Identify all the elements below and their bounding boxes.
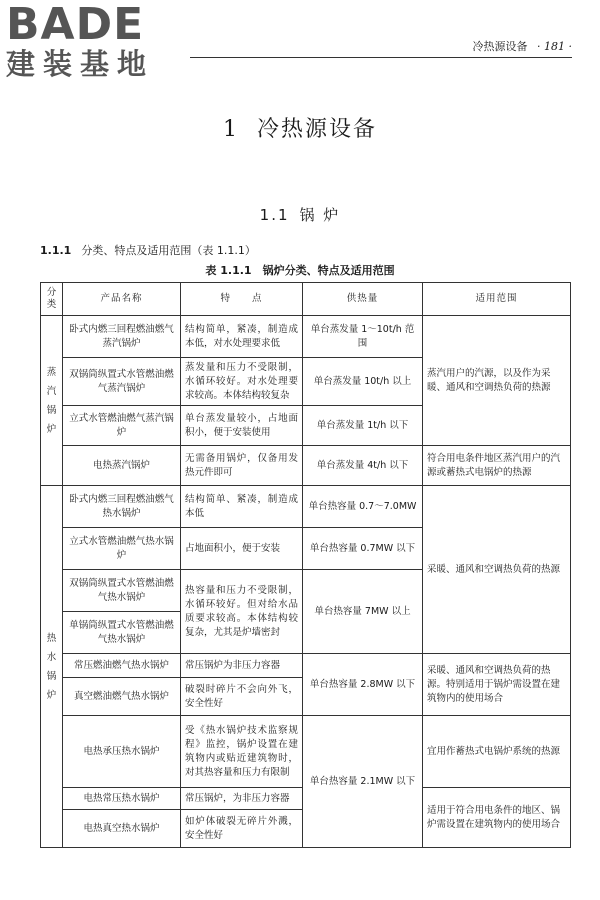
table-row xyxy=(41,486,571,528)
feature: 结构简单，紧凑，制造成本低，对水处理要求低 xyxy=(181,316,303,358)
product-name: 卧式内燃三回程燃油燃气蒸汽锅炉 xyxy=(63,316,181,358)
feature: 热容量和压力不受限制，水循环较好。但对给水品质要求较高。本体结构较复杂，尤其是炉墙密封 xyxy=(181,570,303,654)
subsection-heading xyxy=(40,242,256,258)
logo-mark: BADE xyxy=(6,0,145,50)
header-category: 分类 xyxy=(41,283,63,316)
logo xyxy=(6,2,186,80)
feature: 蒸发量和压力不受限制，水循环较好。对水处理要求较高。本体结构较复杂 xyxy=(181,358,303,406)
supply: 单台蒸发量 1～10t/h 范围 xyxy=(303,316,423,358)
product-name: 双锅筒纵置式水管燃油燃气蒸汽锅炉 xyxy=(63,358,181,406)
scope: 符合用电条件地区蒸汽用户的汽源或蓄热式电锅炉的热源 xyxy=(423,446,571,486)
feature: 结构简单、紧凑，制造成本低 xyxy=(181,486,303,528)
chapter-number: 1 xyxy=(222,117,239,142)
running-head xyxy=(190,38,572,58)
product-name: 常压燃油燃气热水锅炉 xyxy=(63,654,181,678)
supply: 单台热容量 2.8MW 以下 xyxy=(303,654,423,716)
feature: 受《热水锅炉技术监察规程》监控，锅炉设置在建筑物内或贴近建筑物时，对其热容量和压力有限制 xyxy=(181,716,303,788)
feature: 破裂时碎片不会向外飞，安全性好 xyxy=(181,678,303,716)
page-number: · 181 · xyxy=(537,40,572,53)
product-name: 电热常压热水锅炉 xyxy=(63,788,181,810)
supply: 单台蒸发量 1t/h 以下 xyxy=(303,406,423,446)
boiler-table xyxy=(40,282,571,848)
product-name: 卧式内燃三回程燃油燃气热水锅炉 xyxy=(63,486,181,528)
table-row xyxy=(41,316,571,358)
subsection-number: 1.1.1 xyxy=(40,244,72,257)
feature: 无需备用锅炉，仅备用发热元件即可 xyxy=(181,446,303,486)
scope: 宜用作蓄热式电锅炉系统的热源 xyxy=(423,716,571,788)
header-supply: 供热量 xyxy=(303,283,423,316)
product-name: 立式水管燃油燃气蒸汽锅炉 xyxy=(63,406,181,446)
supply: 单台热容量 2.1MW 以下 xyxy=(303,716,423,848)
header-features: 特 点 xyxy=(181,283,303,316)
product-name: 真空燃油燃气热水锅炉 xyxy=(63,678,181,716)
scope: 蒸汽用户的汽源，以及作为采暖、通风和空调热负荷的热源 xyxy=(423,316,571,446)
feature: 常压锅炉为非压力容器 xyxy=(181,654,303,678)
category-hot-water: 热水锅炉 xyxy=(41,486,63,848)
scope: 采暖、通风和空调热负荷的热源。特别适用于锅炉需设置在建筑物内的使用场合 xyxy=(423,654,571,716)
header-scope: 适用范围 xyxy=(423,283,571,316)
scope: 采暖、通风和空调热负荷的热源 xyxy=(423,486,571,654)
table-row xyxy=(41,654,571,678)
table-row xyxy=(41,446,571,486)
feature: 占地面积小，便于安装 xyxy=(181,528,303,570)
chapter-title-text: 冷热源设备 xyxy=(256,117,377,142)
chapter-title xyxy=(0,112,600,143)
table-header-row xyxy=(41,283,571,316)
supply: 单台蒸发量 10t/h 以上 xyxy=(303,358,423,406)
product-name: 电热真空热水锅炉 xyxy=(63,810,181,848)
product-name: 电热承压热水锅炉 xyxy=(63,716,181,788)
feature: 常压锅炉，为非压力容器 xyxy=(181,788,303,810)
product-name: 电热蒸汽锅炉 xyxy=(63,446,181,486)
supply: 单台热容量 0.7MW 以下 xyxy=(303,528,423,570)
section-number: 1.1 xyxy=(259,206,290,224)
feature: 如炉体破裂无碎片外溅，安全性好 xyxy=(181,810,303,848)
section-title xyxy=(0,204,600,225)
header-product-name: 产品名称 xyxy=(63,283,181,316)
category-steam: 蒸汽锅炉 xyxy=(41,316,63,486)
subsection-title: 分类、特点及适用范围（表 1.1.1） xyxy=(81,244,256,257)
supply: 单台热容量 7MW 以上 xyxy=(303,570,423,654)
scope: 适用于符合用电条件的地区、锅炉需设置在建筑物内的使用场合 xyxy=(423,788,571,848)
section-title-text: 锅 炉 xyxy=(299,206,341,224)
logo-subtitle: 建装基地 xyxy=(6,47,155,81)
product-name: 单锅筒纵置式水管燃油燃气热水锅炉 xyxy=(63,612,181,654)
product-name: 立式水管燃油燃气热水锅炉 xyxy=(63,528,181,570)
supply: 单台蒸发量 4t/h 以下 xyxy=(303,446,423,486)
supply: 单台热容量 0.7～7.0MW xyxy=(303,486,423,528)
feature: 单台蒸发量较小，占地面积小，便于安装使用 xyxy=(181,406,303,446)
running-head-title: 冷热源设备 xyxy=(472,40,528,53)
table-row xyxy=(41,716,571,788)
product-name: 双锅筒纵置式水管燃油燃气热水锅炉 xyxy=(63,570,181,612)
table-caption: 表 1.1.1 锅炉分类、特点及适用范围 xyxy=(205,264,395,277)
